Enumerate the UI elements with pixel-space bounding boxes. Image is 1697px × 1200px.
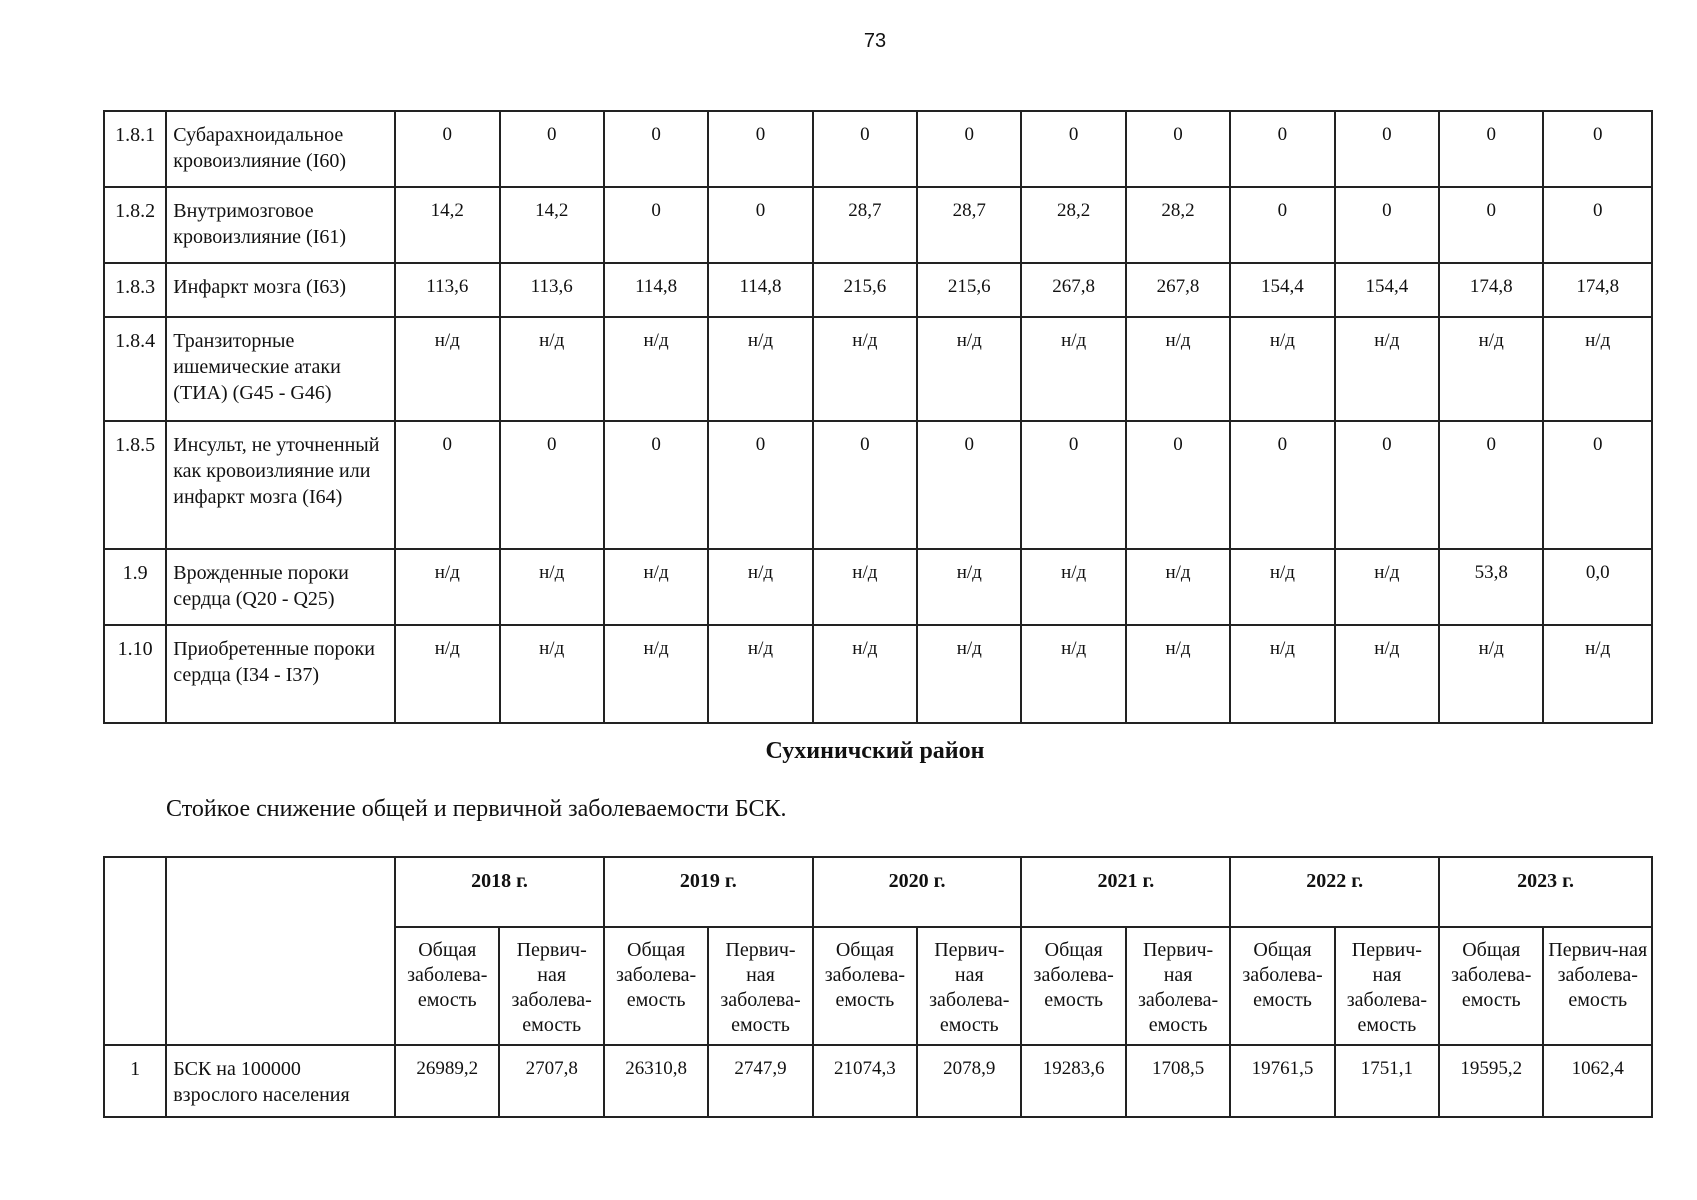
subheader-general: Общая заболева-емость: [604, 927, 708, 1045]
value-cell: 53,8: [1439, 549, 1543, 625]
value-cell: н/д: [813, 625, 917, 723]
value-cell: 0: [1543, 111, 1652, 187]
top-table: [103, 110, 1653, 724]
value-cell: 2747,9: [708, 1045, 812, 1117]
value-cell: 174,8: [1439, 263, 1543, 317]
value-cell: 28,2: [1021, 187, 1125, 263]
value-cell: 267,8: [1126, 263, 1230, 317]
value-cell: 0: [500, 421, 604, 549]
value-cell: н/д: [1021, 549, 1125, 625]
value-cell: 154,4: [1230, 263, 1334, 317]
value-cell: 0: [1439, 187, 1543, 263]
value-cell: 1708,5: [1126, 1045, 1230, 1117]
value-cell: 0: [1230, 421, 1334, 549]
row-name: Внутримозговое кровоизлияние (I61): [166, 187, 395, 263]
value-cell: 19761,5: [1230, 1045, 1334, 1117]
subheader-primary: Первич-ная заболева-емость: [499, 927, 603, 1045]
table-row: [104, 317, 1652, 421]
value-cell: 0: [1439, 421, 1543, 549]
value-cell: н/д: [500, 549, 604, 625]
header-num-cell: [104, 857, 166, 1045]
value-cell: 0: [917, 421, 1021, 549]
row-number: 1.8.3: [104, 263, 166, 317]
value-cell: н/д: [813, 549, 917, 625]
subheader-primary: Первич-ная заболева-емость: [1543, 927, 1652, 1045]
subheader-general: Общая заболева-емость: [1230, 927, 1334, 1045]
value-cell: 0: [1335, 421, 1439, 549]
value-cell: 19283,6: [1021, 1045, 1125, 1117]
row-number: 1.8.4: [104, 317, 166, 421]
value-cell: 26310,8: [604, 1045, 708, 1117]
subheader-general: Общая заболева-емость: [395, 927, 499, 1045]
value-cell: н/д: [917, 549, 1021, 625]
value-cell: 0: [1230, 187, 1334, 263]
value-cell: 113,6: [500, 263, 604, 317]
value-cell: 1751,1: [1335, 1045, 1439, 1117]
year-header: 2020 г.: [813, 857, 1022, 927]
value-cell: н/д: [917, 625, 1021, 723]
table-row: [104, 263, 1652, 317]
value-cell: н/д: [1335, 625, 1439, 723]
year-header: 2019 г.: [604, 857, 813, 927]
page-number: 73: [863, 30, 887, 52]
value-cell: 114,8: [604, 263, 708, 317]
year-header: 2021 г.: [1021, 857, 1230, 927]
table-row: [104, 111, 1652, 187]
value-cell: н/д: [1335, 549, 1439, 625]
value-cell: н/д: [1439, 625, 1543, 723]
value-cell: н/д: [1021, 317, 1125, 421]
value-cell: 28,2: [1126, 187, 1230, 263]
value-cell: н/д: [1126, 549, 1230, 625]
year-header: 2022 г.: [1230, 857, 1439, 927]
subheader-general: Общая заболева-емость: [1021, 927, 1125, 1045]
subheader-primary: Первич-ная заболева-емость: [1126, 927, 1230, 1045]
value-cell: 28,7: [813, 187, 917, 263]
value-cell: н/д: [1230, 317, 1334, 421]
year-header: 2023 г.: [1439, 857, 1652, 927]
value-cell: 0: [1543, 187, 1652, 263]
header-name-cell: [166, 857, 395, 1045]
value-cell: н/д: [604, 625, 708, 723]
value-cell: 0: [395, 111, 499, 187]
value-cell: 14,2: [500, 187, 604, 263]
value-cell: 154,4: [1335, 263, 1439, 317]
value-cell: 0: [500, 111, 604, 187]
row-name: Транзиторные ишемические атаки (ТИА) (G45 - G46): [166, 317, 395, 421]
value-cell: 0: [1230, 111, 1334, 187]
value-cell: 0: [1439, 111, 1543, 187]
value-cell: 0: [1543, 421, 1652, 549]
row-name: Приобретенные пороки сердца (I34 - I37): [166, 625, 395, 723]
value-cell: 0: [1335, 187, 1439, 263]
row-name: Врожденные пороки сердца (Q20 - Q25): [166, 549, 395, 625]
bottom-table: [103, 856, 1653, 1118]
value-cell: н/д: [1021, 625, 1125, 723]
value-cell: 19595,2: [1439, 1045, 1543, 1117]
value-cell: 1062,4: [1543, 1045, 1652, 1117]
district-title: Сухиничский район: [765, 738, 985, 764]
row-number: 1.8.2: [104, 187, 166, 263]
intro-text: Стойкое снижение общей и первичной заболеваемости БСК.: [166, 796, 787, 822]
value-cell: 0: [708, 421, 812, 549]
value-cell: н/д: [708, 625, 812, 723]
value-cell: 0: [604, 111, 708, 187]
value-cell: 2707,8: [499, 1045, 603, 1117]
value-cell: 267,8: [1021, 263, 1125, 317]
value-cell: 28,7: [917, 187, 1021, 263]
value-cell: 0: [1126, 421, 1230, 549]
value-cell: н/д: [395, 549, 499, 625]
table-row: [104, 187, 1652, 263]
value-cell: н/д: [708, 317, 812, 421]
value-cell: 113,6: [395, 263, 499, 317]
value-cell: 26989,2: [395, 1045, 499, 1117]
value-cell: н/д: [604, 317, 708, 421]
value-cell: н/д: [1543, 625, 1652, 723]
value-cell: 0,0: [1543, 549, 1652, 625]
value-cell: н/д: [1335, 317, 1439, 421]
row-number: 1.9: [104, 549, 166, 625]
value-cell: н/д: [813, 317, 917, 421]
subheader-general: Общая заболева-емость: [1439, 927, 1543, 1045]
value-cell: н/д: [395, 317, 499, 421]
value-cell: 0: [604, 421, 708, 549]
value-cell: 215,6: [917, 263, 1021, 317]
row-name: Инсульт, не уточненный как кровоизлияние или инфаркт мозга (I64): [166, 421, 395, 549]
row-number: 1.8.5: [104, 421, 166, 549]
value-cell: 0: [1021, 421, 1125, 549]
value-cell: 0: [604, 187, 708, 263]
table-row: [104, 421, 1652, 549]
subheader-primary: Первич-ная заболева-емость: [917, 927, 1021, 1045]
subheader-primary: Первич-ная заболева-емость: [1335, 927, 1439, 1045]
table-row: [104, 549, 1652, 625]
value-cell: н/д: [1230, 549, 1334, 625]
value-cell: н/д: [917, 317, 1021, 421]
value-cell: 114,8: [708, 263, 812, 317]
row-number: 1: [104, 1045, 166, 1117]
row-number: 1.8.1: [104, 111, 166, 187]
value-cell: 21074,3: [813, 1045, 917, 1117]
value-cell: 174,8: [1543, 263, 1652, 317]
row-number: 1.10: [104, 625, 166, 723]
value-cell: н/д: [1126, 625, 1230, 723]
value-cell: 0: [813, 421, 917, 549]
value-cell: 0: [708, 187, 812, 263]
row-name: БСК на 100000 взрослого населения: [166, 1045, 395, 1117]
value-cell: 0: [917, 111, 1021, 187]
value-cell: н/д: [604, 549, 708, 625]
table-row: [104, 625, 1652, 723]
value-cell: 0: [1126, 111, 1230, 187]
value-cell: н/д: [708, 549, 812, 625]
value-cell: н/д: [1230, 625, 1334, 723]
table-row: [104, 1045, 1652, 1117]
value-cell: н/д: [1439, 317, 1543, 421]
value-cell: 0: [395, 421, 499, 549]
value-cell: 2078,9: [917, 1045, 1021, 1117]
year-header: 2018 г.: [395, 857, 604, 927]
subheader-general: Общая заболева-емость: [813, 927, 917, 1045]
value-cell: н/д: [1126, 317, 1230, 421]
value-cell: 0: [1335, 111, 1439, 187]
subheader-primary: Первич-ная заболева-емость: [708, 927, 812, 1045]
value-cell: 14,2: [395, 187, 499, 263]
row-name: Субарахноидальное кровоизлияние (I60): [166, 111, 395, 187]
value-cell: 215,6: [813, 263, 917, 317]
value-cell: н/д: [395, 625, 499, 723]
value-cell: 0: [708, 111, 812, 187]
row-name: Инфаркт мозга (I63): [166, 263, 395, 317]
value-cell: 0: [1021, 111, 1125, 187]
value-cell: 0: [813, 111, 917, 187]
value-cell: н/д: [500, 317, 604, 421]
value-cell: н/д: [500, 625, 604, 723]
value-cell: н/д: [1543, 317, 1652, 421]
